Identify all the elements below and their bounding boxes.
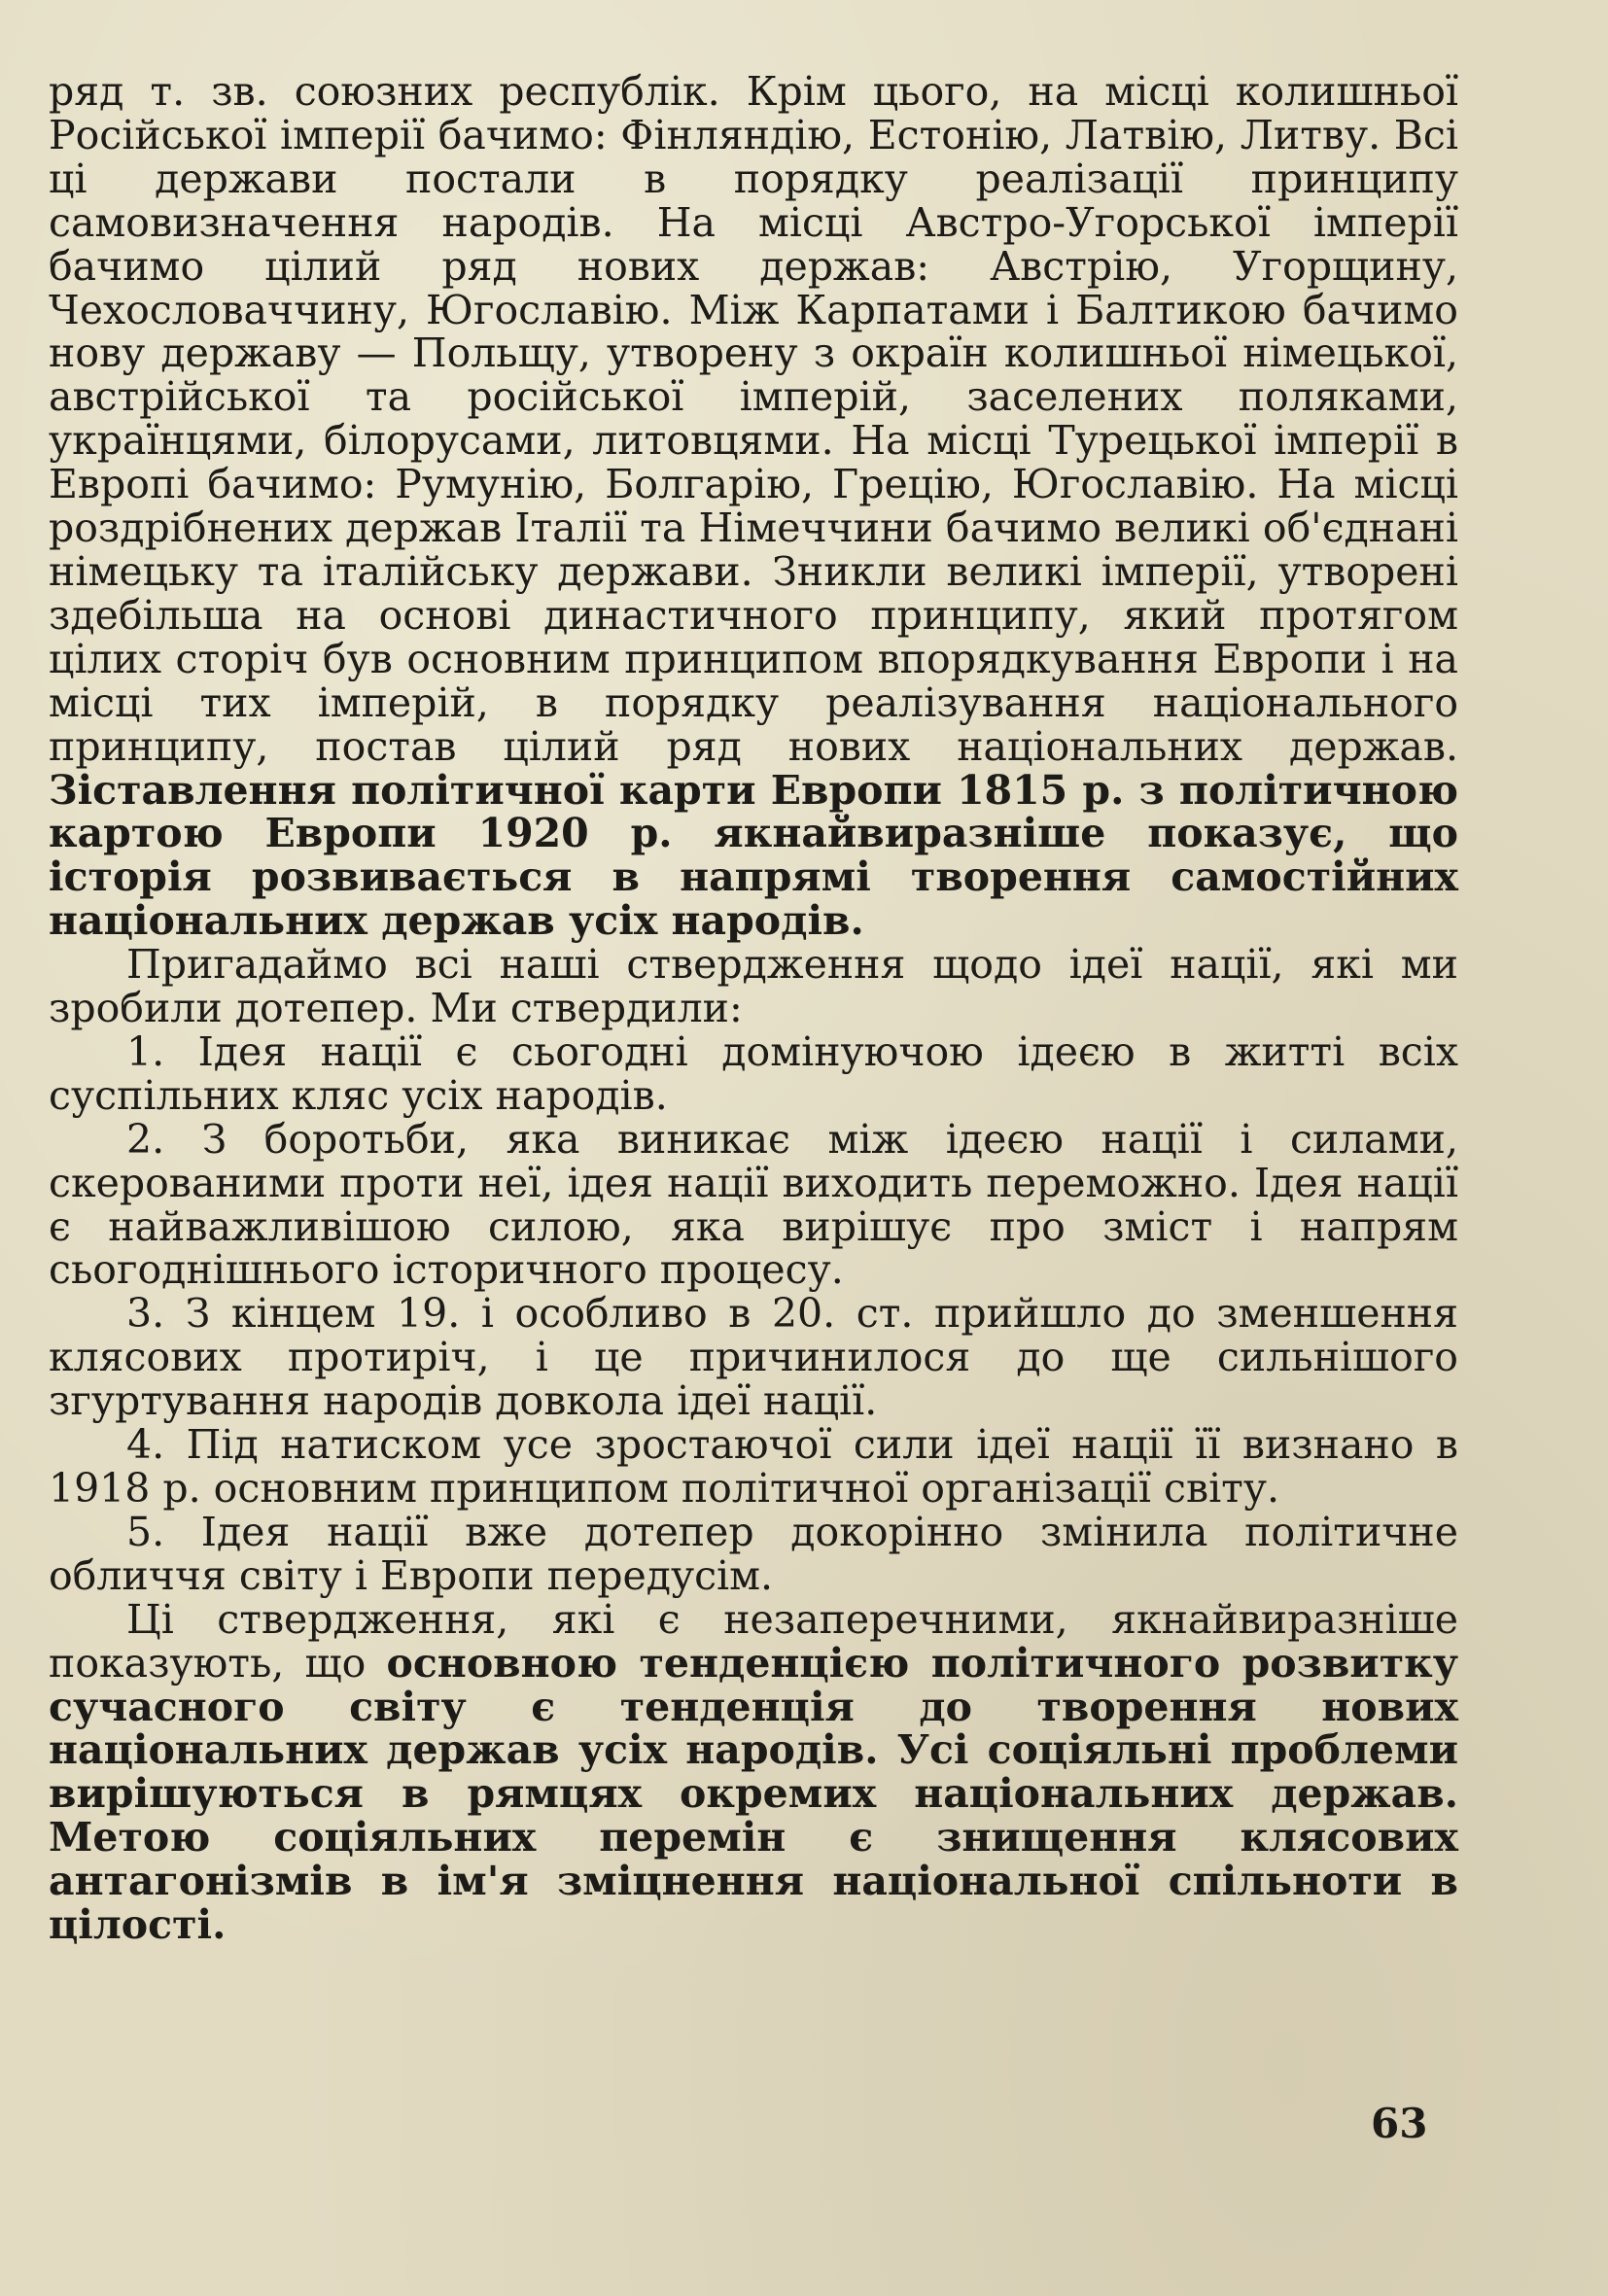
list-item: 4. Під натиском усе зростаючої сили ідеї нації її визнано в 1918 р. основним принципом політичної організації світу.: [49, 1421, 1458, 1512]
bold-conclusion: основною тенденцією політичного розвитку сучасного світу є тенденція до творення нових національних держав усіх народів. Усі соціяльні проблеми вирішуються в рямцях окремих національних держав. Метою соціяльних перемін є знищення клясових антагонізмів в ім'я зміцнення національної спільноти в цілості.: [49, 1639, 1458, 1949]
paragraph-text: Ці ствердження, які є незаперечними, якнайвиразніше показують, що: [49, 1595, 1458, 1687]
paragraph: [49, 70, 1458, 943]
body-text: [49, 70, 1458, 1947]
page-number: 63: [1371, 2100, 1428, 2147]
list-item: 1. Ідея нації є сьогодні домінуючою ідеєю в житті всіх суспільних кляс усіх народів.: [49, 1027, 1458, 1119]
list-item: 3. З кінцем 19. і особливо в 20. ст. прийшло до зменшення клясових протиріч, і це причинилося до ще сильнішого згуртування народів довкола ідеї нації.: [49, 1290, 1458, 1425]
paragraph-text: ряд т. зв. союзних республік. Крім цього, на місці колишньої Російської імперії бачимо: Фінляндію, Естонію, Латвію, Литву. Всі ці держави постали в порядку реалізації принципу самовизначення народів. На місці Австро-Угорської імперії бачимо цілий ряд нових держав: Австрію, Угорщину, Чехословаччину, Югославію. Між Карпатами і Балтикою бачимо нову державу — Польщу, утворену з окраїн колишньої німецької, австрійської та російської імперій, заселених поляками, українцями, білорусами, литовцями. На місці Турецької імперії в Европі бачимо: Румунію, Болгарію, Грецію, Югославію. На місці роздрібнених держав Італії та Німеччини бачимо великі об'єднані німецьку та італійську держави. Зникли великі імперії, утворені здебільша на основі династичного принципу, який протягом цілих сторіч був основним принципом впорядкування Европи і на місці тих імперій, в порядку реалізування національного принципу, постав цілий ряд нових національних держав.: [49, 68, 1458, 770]
paragraph: [49, 1595, 1458, 1949]
list-item: 5. Ідея нації вже дотепер докорінно змінила політичне обличчя світу і Европи передусім.: [49, 1508, 1458, 1599]
bold-conclusion: Зіставлення політичної карти Европи 1815 р. з політичною картою Европи 1920 р. якнайвиразніше показує, що історія розвивається в напрямі творення самостійних національних держав усіх народів.: [49, 766, 1458, 945]
list-item: 2. З боротьби, яка виникає між ідеєю нації і силами, скерованими проти неї, ідея нації виходить переможно. Ідея нації є найважливішою силою, яка вирішує про зміст і напрям сьогоднішнього історичного процесу.: [49, 1115, 1458, 1294]
paragraph: Пригадаймо всі наші ствердження щодо ідеї нації, які ми зробили дотепер. Ми ствердили:: [49, 941, 1458, 1032]
